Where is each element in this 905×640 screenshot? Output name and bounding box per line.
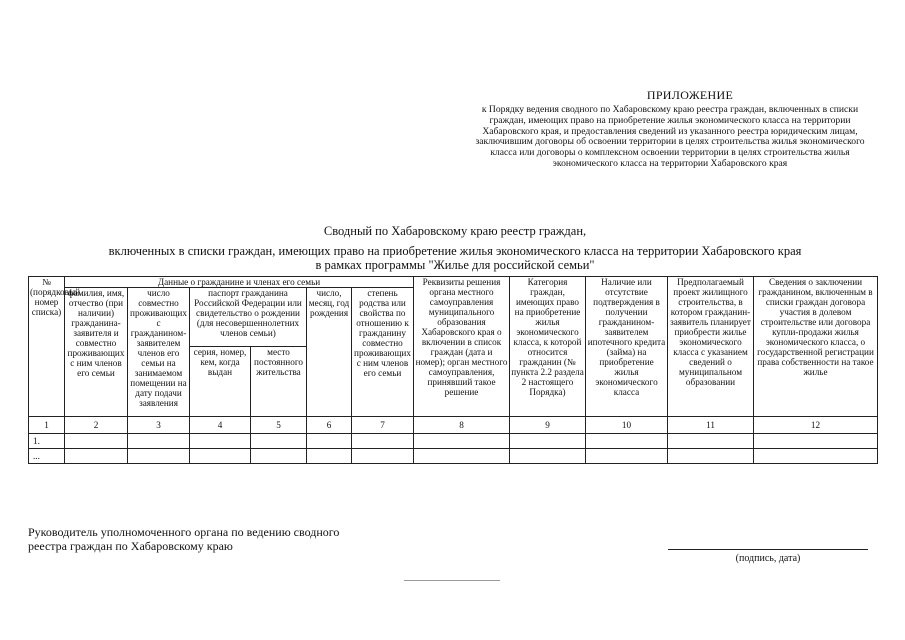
table-row [29,449,878,464]
column-number: 11 [668,417,754,434]
header-col-relation: степень родства или свойства по отношению к гражданину совместно проживающих с ним членов его семьи [352,288,414,417]
header-col-birthdate: число, месяц, год рождения [307,288,352,417]
cell[interactable] [65,449,128,464]
column-number: 12 [754,417,878,434]
cell[interactable] [668,434,754,449]
cell[interactable] [65,434,128,449]
header-group-passport: паспорт гражданина Российской Федерации или свидетельство о рождении (для несовершеннолетних членов семьи) [190,288,307,347]
signature-caption: (подпись, дата) [735,553,801,564]
signatory-line-2: реестра граждан по Хабаровскому краю [28,538,233,553]
signature-line [668,549,868,550]
cell[interactable] [352,449,414,464]
cell[interactable] [586,434,668,449]
document-title-line-2: включенных в списки граждан, имеющих право на приобретение жилья экономического класса на территории Хабаровского края [108,244,802,258]
cell[interactable] [307,449,352,464]
column-numbers-row [29,417,878,434]
header-group-citizen: Данные о гражданине и членах его семьи [65,277,414,288]
column-number: 4 [190,417,251,434]
column-number: 5 [251,417,307,434]
cell[interactable] [190,449,251,464]
header-col-contract: Сведения о заключении гражданином, включенным в списки граждан договора участия в долевом строительстве или договора купли-продажи жилья экономического класса, о государственной регистрации права собственности на такое жилье [754,277,878,417]
cell[interactable] [128,434,190,449]
document-title-line-3: в рамках программы "Жилье для российской семьи" [315,258,595,272]
header-col-decision: Реквизиты решения органа местного самоуправления муниципального образования Хабаровского края о включении в список граждан (дата и номер); орган местного самоуправления, принявший такое решение [414,277,510,417]
column-number: 6 [307,417,352,434]
row-number: ... [29,449,65,464]
cell[interactable] [128,449,190,464]
cell[interactable] [414,434,510,449]
register-table [28,276,878,464]
cell[interactable] [251,434,307,449]
cell[interactable] [352,434,414,449]
signatory-line-1: Руководитель уполномоченного органа по ведению сводного [28,525,340,539]
column-number: 10 [586,417,668,434]
column-number: 7 [352,417,414,434]
header-col-category: Категория граждан, имеющих право на приобретение жилья экономического класса, к которой относится гражданин (№ пункта 2.2 раздела 2 настоящего Порядка) [510,277,586,417]
column-number: 9 [510,417,586,434]
appendix-title: ПРИЛОЖЕНИЕ [646,88,734,102]
cell[interactable] [668,449,754,464]
signatory-block [28,526,339,553]
document-title-line-1: Сводный по Хабаровскому краю реестр граждан, [323,224,587,238]
cell[interactable] [251,449,307,464]
appendix-block [470,88,870,170]
cell[interactable] [586,449,668,464]
header-col-number: № (порядковый номер списка) [29,277,65,417]
header-col-fullname: фамилия, имя, отчество (при наличии) гражданина-заявителя и совместно проживающих с ним членов его семьи [65,288,128,417]
document-title [20,224,890,272]
cell[interactable] [307,434,352,449]
column-number: 3 [128,417,190,434]
header-col-mortgage: Наличие или отсутствие подтверждения в получении гражданином-заявителем ипотечного кредита (займа) на приобретение жилья экономического класса [586,277,668,417]
header-col-project: Предполагаемый проект жилищного строительства, в котором гражданин-заявитель планирует приобрести жилье экономического класса с указанием сведений о муниципальном образовании [668,277,754,417]
column-number: 1 [29,417,65,434]
cell[interactable] [510,449,586,464]
row-number: 1. [29,434,65,449]
page-divider [404,580,500,581]
cell[interactable] [190,434,251,449]
header-col-passport-series: серия, номер, кем, когда выдан [190,347,251,417]
header-col-family-count: число совместно проживающих с гражданином-заявителем членов его семьи на занимаемом помещении на дату подачи заявления [128,288,190,417]
cell[interactable] [754,449,878,464]
header-col-residence: место постоянного жительства [251,347,307,417]
table-row [29,434,878,449]
cell[interactable] [414,449,510,464]
column-number: 8 [414,417,510,434]
cell[interactable] [754,434,878,449]
cell[interactable] [510,434,586,449]
column-number: 2 [65,417,128,434]
appendix-text: к Порядку ведения сводного по Хабаровскому краю реестра граждан, включенных в списки граждан, имеющих право на приобретение жилья экономического класса на территории Хабаровского края, и предоставления сведений из указанного реестра юридическим лицам, заключившим договоры об освоении территории в целях строительства жилья экономического класса или договоры о комплексном освоении территории в целях строительства жилья экономического класса на территории Хабаровского края [475,104,865,169]
